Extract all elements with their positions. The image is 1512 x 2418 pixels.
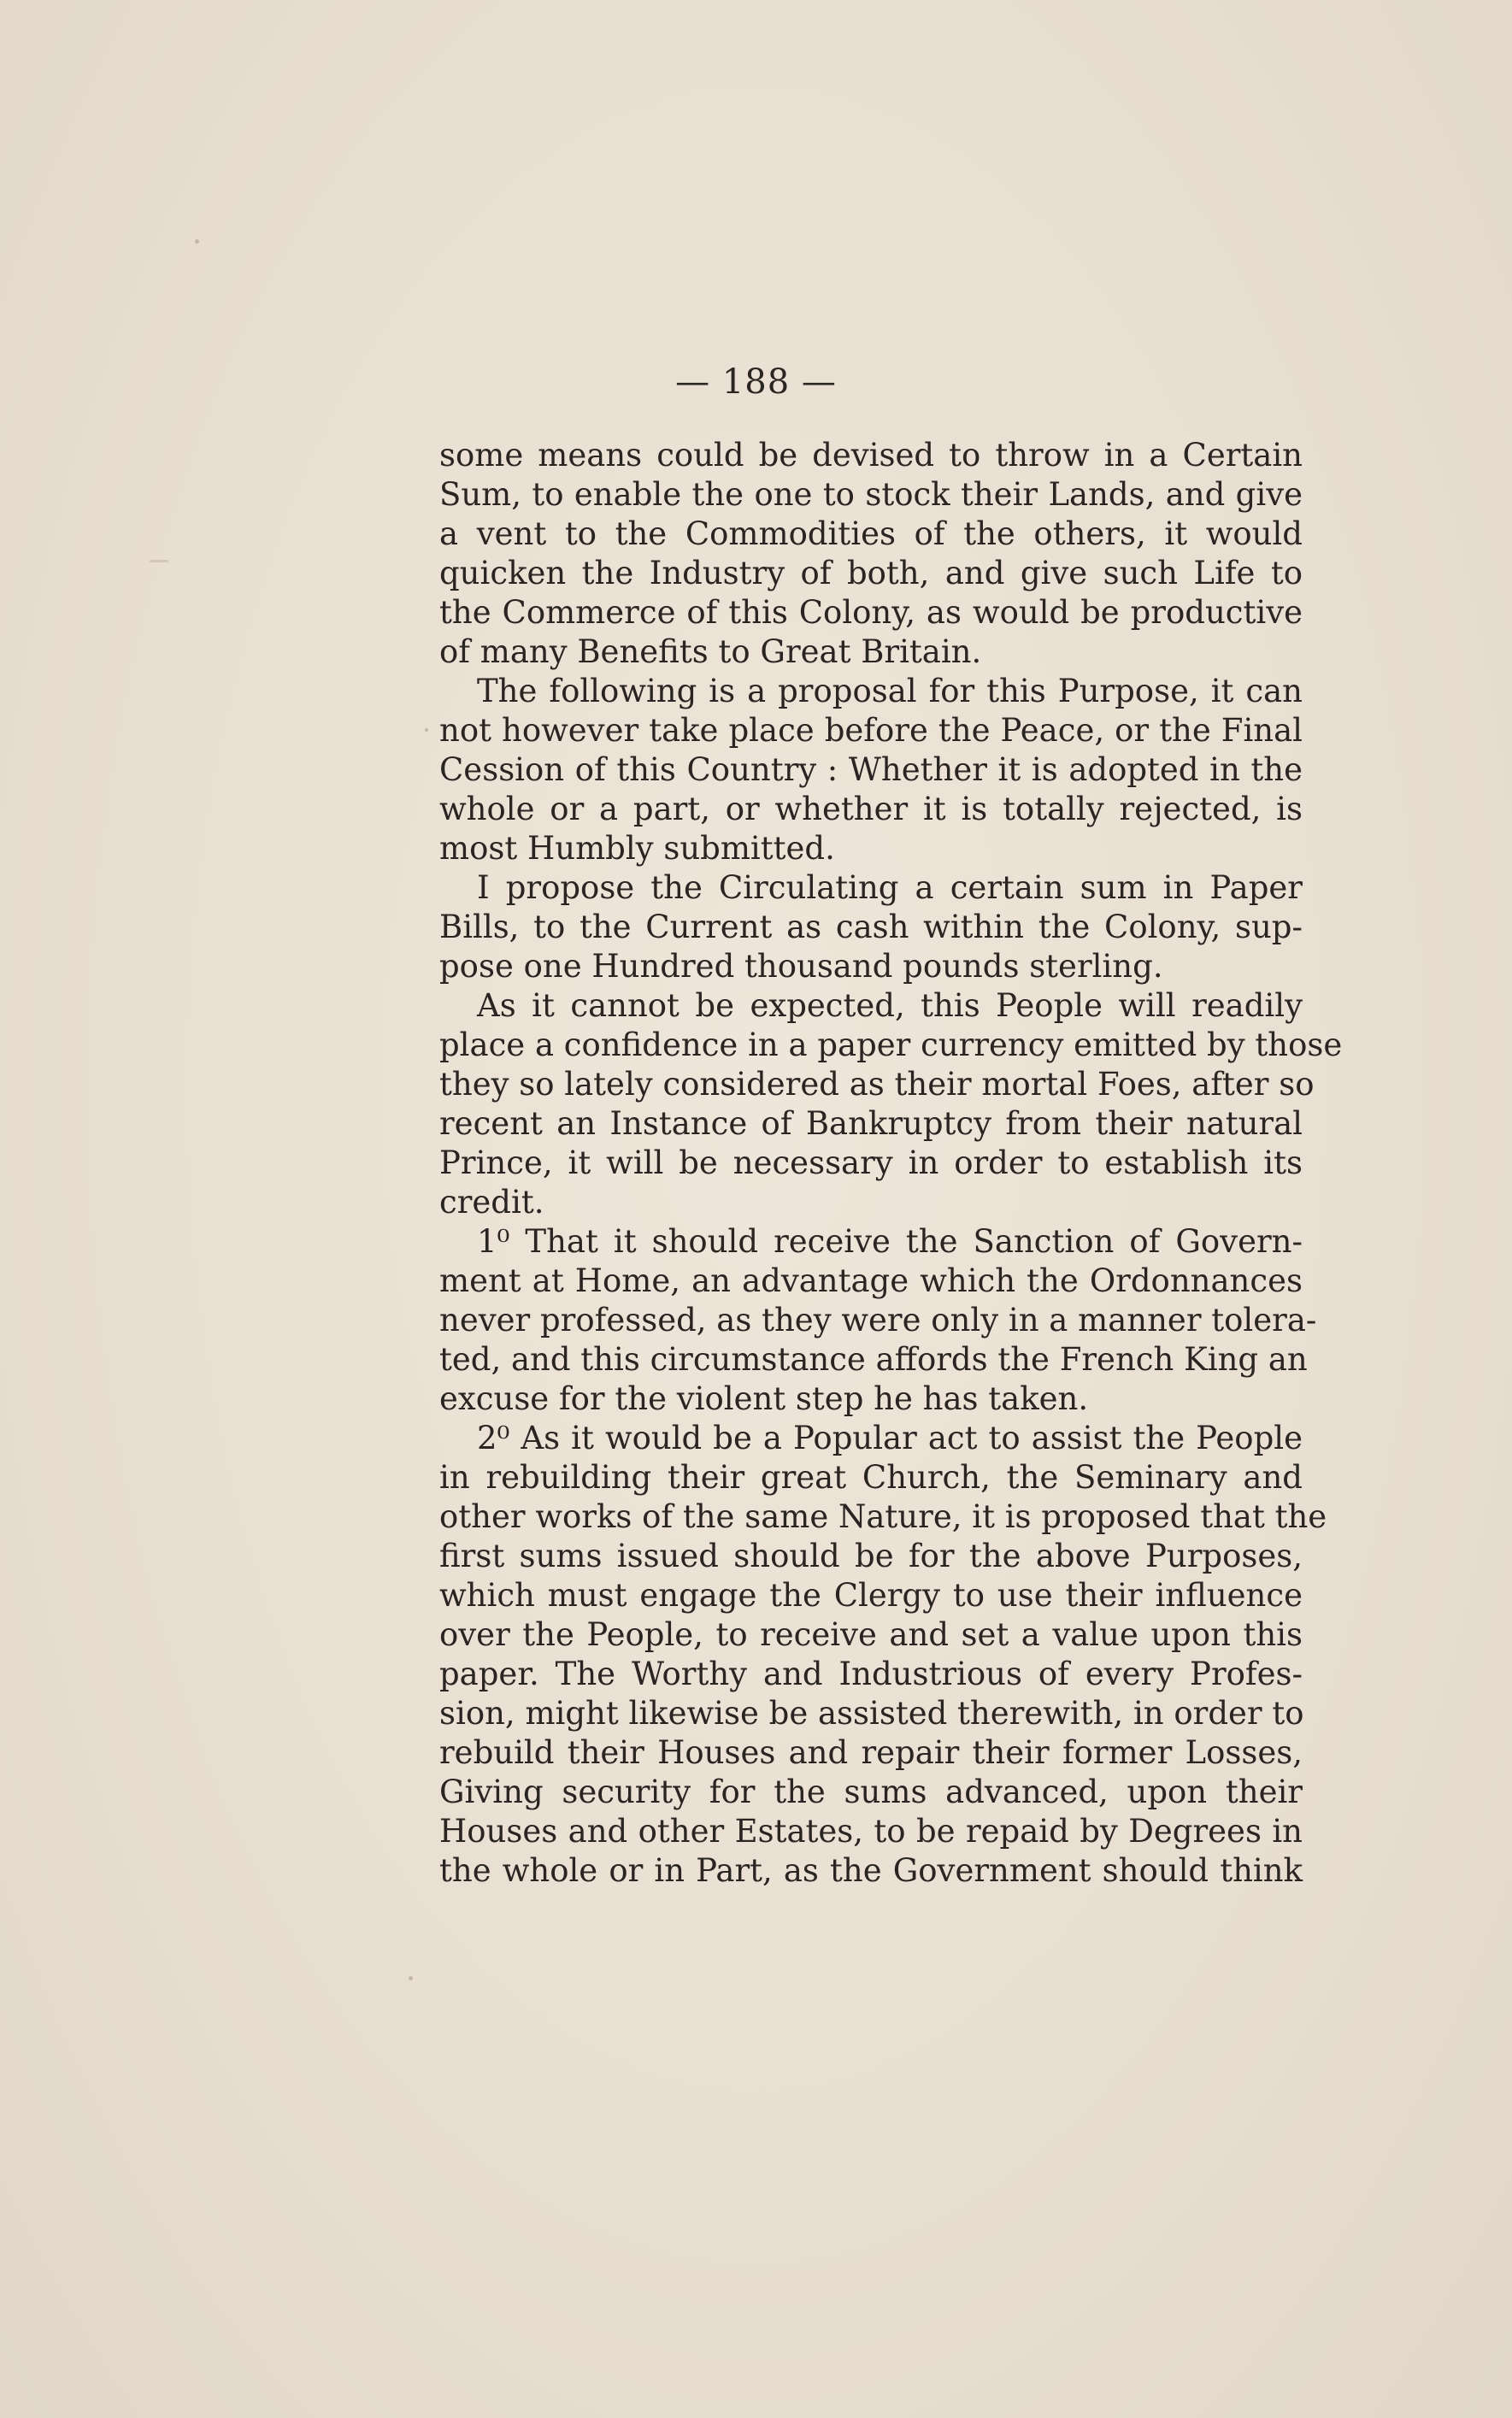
text-line: paper. The Worthy and Industrious of every Profes-: [439, 1656, 1303, 1692]
text-line: most Humbly submitted.: [439, 830, 835, 867]
text-line: recent an Instance of Bankruptcy from their natural: [439, 1105, 1303, 1142]
text-line: other works of the same Nature, it is proposed that the: [439, 1498, 1327, 1535]
text-line: sion, might likewise be assisted therewith, in order to: [439, 1695, 1304, 1732]
text-line: in rebuilding their great Church, the Seminary and: [439, 1459, 1303, 1496]
text-line: Giving security for the sums advanced, upon their: [439, 1774, 1303, 1810]
paper-speck: [195, 239, 199, 244]
text-line: first sums issued should be for the above Purposes,: [439, 1538, 1303, 1574]
body-text: [439, 436, 1343, 1891]
paper-mark: [150, 560, 168, 562]
text-line: quicken the Industry of both, and give such Life to: [439, 555, 1303, 591]
text-line: rebuild their Houses and repair their former Losses,: [439, 1734, 1303, 1771]
text-line: 1⁰ That it should receive the Sanction of Govern-: [477, 1223, 1303, 1260]
paper-speck: [409, 1976, 413, 1980]
text-line: As it cannot be expected, this People will readily: [477, 987, 1303, 1024]
text-line: Houses and other Estates, to be repaid by Degrees in: [439, 1813, 1303, 1850]
paper-speck: [425, 728, 428, 732]
text-line: Sum, to enable the one to stock their Lands, and give: [439, 476, 1303, 513]
text-line: whole or a part, or whether it is totally rejected, is: [439, 791, 1303, 827]
text-line: not however take place before the Peace, or the Final: [439, 712, 1303, 749]
text-line: some means could be devised to throw in a Certain: [439, 437, 1303, 474]
text-line: over the People, to receive and set a value upon this: [439, 1616, 1303, 1653]
text-line: the whole or in Part, as the Government should think: [439, 1852, 1303, 1889]
text-line: credit.: [439, 1184, 544, 1221]
text-line: place a confidence in a paper currency emitted by those: [439, 1027, 1343, 1063]
text-line: Cession of this Country : Whether it is adopted in the: [439, 751, 1303, 788]
text-line: Prince, it will be necessary in order to establish its: [439, 1144, 1303, 1181]
text-line: excuse for the violent step he has taken.: [439, 1380, 1089, 1417]
text-line: the Commerce of this Colony, as would be productive: [439, 594, 1303, 631]
text-line: never professed, as they were only in a manner tolera-: [439, 1302, 1317, 1338]
text-line: of many Benefits to Great Britain.: [439, 633, 982, 670]
text-line: Bills, to the Current as cash within the Colony, sup-: [439, 909, 1303, 945]
text-line: I propose the Circulating a certain sum in Paper: [477, 869, 1303, 906]
text-line: ment at Home, an advantage which the Ordonnances: [439, 1262, 1303, 1299]
text-line: a vent to the Commodities of the others, it would: [439, 515, 1303, 552]
text-line: ted, and this circumstance affords the French King an: [439, 1341, 1308, 1378]
page-number: — 188 —: [675, 362, 837, 402]
text-line: they so lately considered as their mortal Foes, after so: [439, 1066, 1315, 1103]
text-line: The following is a proposal for this Purpose, it can: [477, 673, 1303, 709]
text-line: pose one Hundred thousand pounds sterling.: [439, 948, 1163, 985]
text-line: 2⁰ As it would be a Popular act to assist the People: [477, 1420, 1303, 1456]
text-line: which must engage the Clergy to use their influence: [439, 1577, 1303, 1614]
